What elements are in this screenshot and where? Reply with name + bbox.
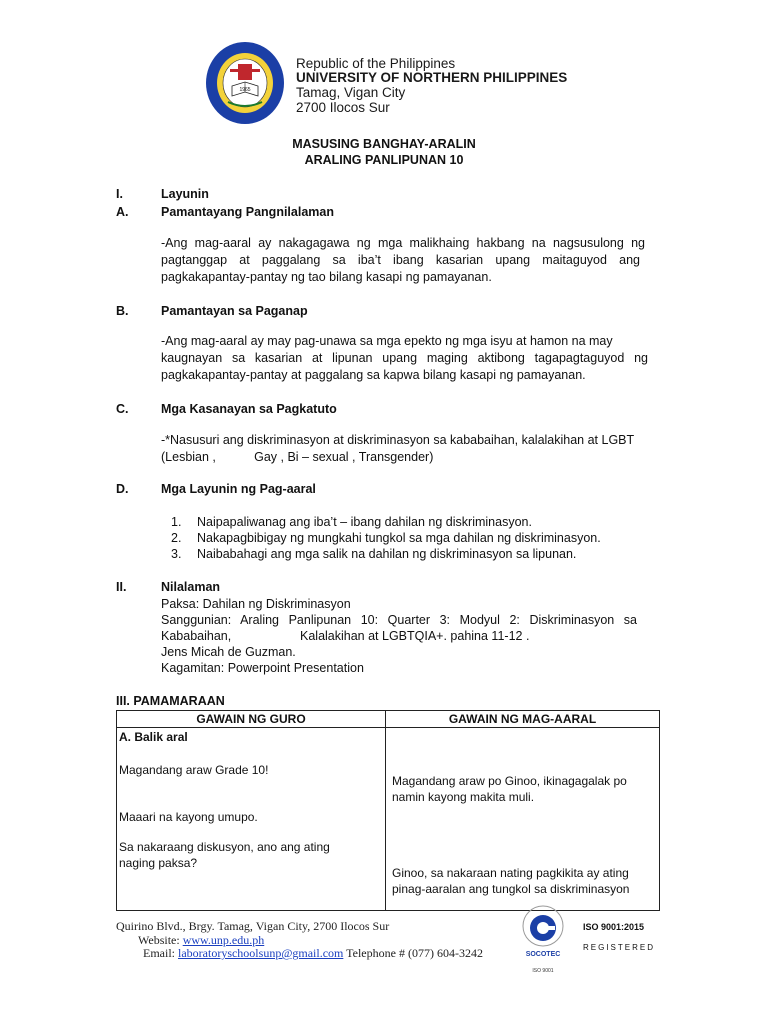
a-label: Pamantayang Pangnilalaman [161, 205, 334, 219]
b-text-line-3: pagkakapantay-pantay at paggalang sa kapwa bilang kasapi ng pamayanan. [161, 368, 586, 382]
objective-1-number: 1. [171, 515, 182, 529]
b-text-line-2: kaugnayan sa kasarian at lipunan upang maging aktibong tagapagtaguyod ng [161, 351, 648, 365]
objective-2-text: Nakapagbibigay ng mungkahi tungkol sa mga dahilan ng diskriminasyon. [197, 531, 601, 545]
document-subtitle: ARALING PANLIPUNAN 10 [304, 153, 464, 167]
column-header-guro: GAWAIN NG GURO [117, 711, 386, 728]
email-link[interactable]: laboratoryschoolsunp@gmail.com [178, 946, 344, 960]
section-3-label: III. PAMAMARAAN [116, 694, 225, 708]
section-1-label: Layunin [161, 187, 209, 201]
c-text-line-2: (Lesbian , Gay , Bi – sexual , Transgender) [161, 450, 434, 464]
table-header-row [117, 711, 660, 728]
c-text-line-1: -*Nasusuri ang diskriminasyon at diskriminasyon sa kababaihan, kalalakihan at LGBT [161, 433, 635, 447]
email-label: Email: [143, 946, 175, 960]
objective-2-number: 2. [171, 531, 182, 545]
magaaral-answer-line-2: pinag-aaralan ang tungkol sa diskriminasyon [392, 882, 630, 896]
socotec-label: SOCOTEC [525, 951, 561, 958]
d-number: D. [116, 482, 129, 496]
a-number: A. [116, 205, 129, 219]
website-link[interactable]: www.unp.edu.ph [182, 933, 265, 947]
section-1-number: I. [116, 187, 123, 201]
objective-3-text: Naibabahagi ang mga salik na dahilan ng diskriminasyon sa lipunan. [197, 547, 577, 561]
paksa: Paksa: Dahilan ng Diskriminasyon [161, 597, 351, 611]
telephone: Telephone # (077) 604-3242 [346, 946, 483, 960]
seal-year: 1965 [239, 87, 251, 93]
a-text-line-2: pagtanggap at paggalang sa iba’t ibang kasarian upang maitaguyod ang [161, 253, 640, 267]
header-university: UNIVERSITY OF NORTHERN PHILIPPINES [296, 70, 568, 85]
column-header-magaaral: GAWAIN NG MAG-AARAL [386, 711, 660, 728]
university-seal-logo [204, 40, 286, 126]
sanggunian-line-2a: Kababaihan, [161, 629, 232, 643]
magaaral-greeting-line-1: Magandang araw po Ginoo, ikinagagalak po [392, 774, 627, 788]
d-label: Mga Layunin ng Pag-aaral [161, 482, 316, 496]
objective-3-number: 3. [171, 547, 182, 561]
a-text-line-3: pagkakapantay-pantay ng tao bilang kasapi ng pamayanan. [161, 270, 492, 284]
sanggunian-line-1: Sanggunian: Araling Panlipunan 10: Quarter 3: Modyul 2: Diskriminasyon sa [161, 613, 637, 627]
table-row [117, 728, 660, 911]
guro-question-line-1: Sa nakaraang diskusyon, ano ang ating [119, 840, 330, 854]
guro-question-line-2: naging paksa? [119, 856, 198, 870]
section-2-number: II. [116, 580, 127, 594]
c-number: C. [116, 402, 129, 416]
iso-small-label: ISO 9001 [532, 968, 554, 974]
guro-greeting: Magandang araw Grade 10! [119, 763, 269, 777]
header-city: Tamag, Vigan City [296, 85, 406, 100]
header-province: 2700 Ilocos Sur [296, 100, 390, 115]
registered-label: REGISTERED [583, 943, 656, 952]
b-text-line-1: -Ang mag-aaral ay may pag-unawa sa mga epekto ng mga isyu at hamon na may [161, 334, 613, 348]
guro-sit-down: Maaari na kayong umupo. [119, 810, 258, 824]
sanggunian-line-2b: Kalalakihan at LGBTQIA+. pahina 11-12 . [300, 629, 530, 643]
b-label: Pamantayan sa Paganap [161, 304, 308, 318]
a-text-line-1: -Ang mag-aaral ay nakagagawa ng mga malikhaing hakbang na nagsusulong ng [161, 236, 645, 250]
lesson-procedure-table [116, 710, 660, 911]
footer-address: Quirino Blvd., Brgy. Tamag, Vigan City, 2700 Ilocos Sur [116, 919, 390, 933]
section-2-label: Nilalaman [161, 580, 221, 594]
magaaral-cell [386, 728, 660, 911]
c-label: Mga Kasanayan sa Pagkatuto [161, 402, 337, 416]
reference-author: Jens Micah de Guzman. [161, 645, 296, 659]
kagamitan: Kagamitan: Powerpoint Presentation [161, 661, 364, 675]
magaaral-greeting-line-2: namin kayong makita muli. [392, 790, 535, 804]
iso-standard: ISO 9001:2015 [583, 922, 645, 932]
guro-cell [117, 728, 386, 911]
website-label: Website: [138, 933, 180, 947]
objective-1-text: Naipapaliwanag ang iba’t – ibang dahilan ng diskriminasyon. [197, 515, 532, 529]
balik-aral-heading: A. Balik aral [119, 730, 188, 744]
magaaral-answer-line-1: Ginoo, sa nakaraan nating pagkikita ay ating [392, 866, 629, 880]
socotec-certification-logo [518, 902, 568, 982]
b-number: B. [116, 304, 129, 318]
document-title: MASUSING BANGHAY-ARALIN [292, 137, 476, 151]
header-republic: Republic of the Philippines [296, 56, 456, 71]
footer-contact-line [143, 946, 483, 961]
